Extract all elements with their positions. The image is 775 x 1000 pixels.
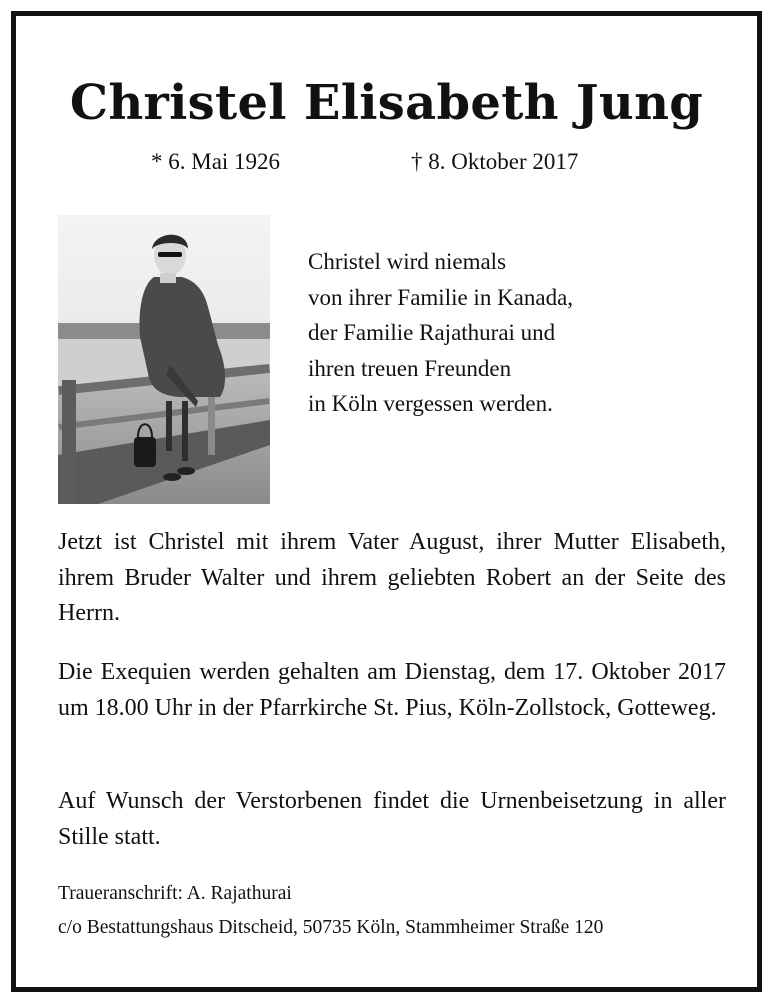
death-date: † 8. Oktober 2017	[411, 149, 579, 174]
burial-paragraph: Auf Wunsch der Verstorbenen findet die Urnenbeisetzung in aller Stille statt.	[58, 788, 726, 850]
family-paragraph: Jetzt ist Christel mit ihrem Vater August, ihrer Mutter Elisabeth, ihrem Bruder Walter und ihrem geliebten Robert an der Seite des Herrn.	[58, 529, 726, 626]
mourning-address-line: Traueranschrift: A. Rajathurai	[58, 883, 292, 904]
deceased-name: Christel Elisabeth Jung	[69, 75, 704, 131]
verse-line: der Familie Rajathurai und	[308, 320, 556, 345]
verse-line: Christel wird niemals	[308, 249, 507, 274]
portrait-photo	[58, 215, 270, 504]
verse-line: von ihrer Familie in Kanada,	[308, 284, 574, 310]
memorial-verse	[308, 244, 573, 422]
obituary-frame	[11, 11, 762, 992]
verse-line: in Köln vergessen werden.	[308, 391, 553, 416]
verse-line: ihren treuen Freunden	[308, 355, 512, 381]
funeral-service-paragraph: Die Exequien werden gehalten am Dienstag, dem 17. Oktober 2017 um 18.00 Uhr in der Pfarrkirche St. Pius, Köln-Zollstock, Gotteweg.	[58, 659, 726, 721]
funeral-home-address: c/o Bestattungshaus Ditscheid, 50735 Köln, Stammheimer Straße 120	[58, 917, 604, 938]
birth-date: * 6. Mai 1926	[151, 149, 281, 174]
